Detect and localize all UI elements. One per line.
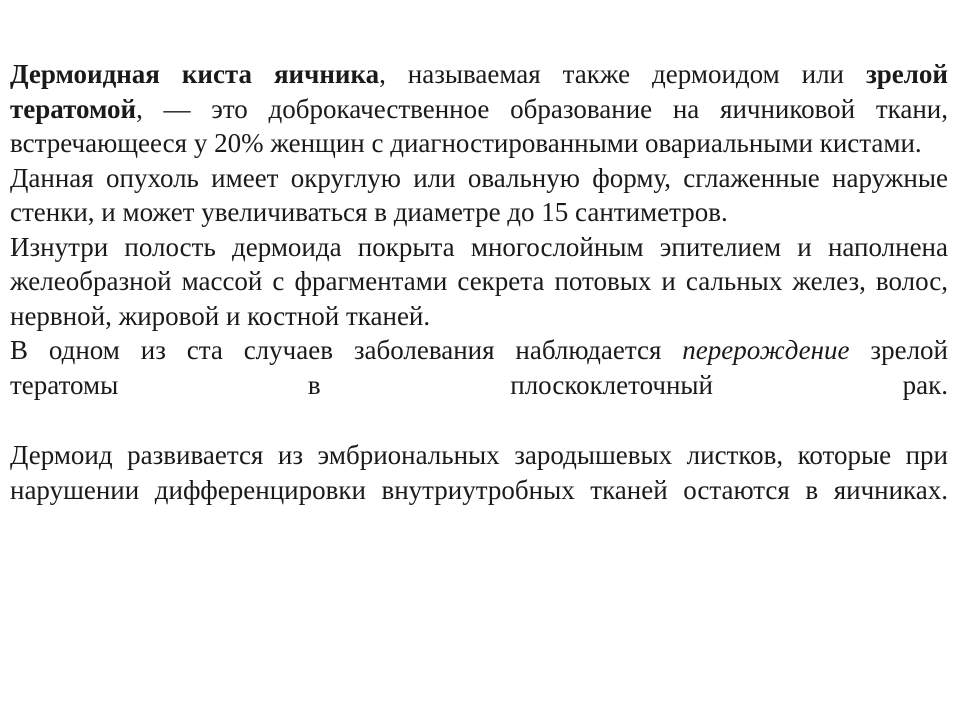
malignancy-text-1: В одном из ста случаев заболевания наблюдается <box>10 335 683 365</box>
term-mature-teratoma: зрелой тератомой <box>10 59 948 124</box>
term-dermoid-cyst: Дермоидная киста яичника <box>10 59 380 89</box>
paragraph-malignancy <box>10 333 948 402</box>
malignancy-text-2: зрелой тератомы в плоскоклеточный рак. <box>10 335 948 400</box>
paragraph-dermoid-origin: Дермоид развивается из эмбриональных зародышевых листков, которые при нарушении дифференцировки внутриутробных тканей остаются в яичниках. <box>10 440 948 505</box>
definition-text-1: , называемая также дермоидом или <box>379 59 866 89</box>
slide-text-body <box>10 57 948 507</box>
paragraph-tumor-shape: Данная опухоль имеет округлую или овальную форму, сглаженные наружные стенки, и может увеличиваться в диаметре до 15 сантиметров. <box>10 162 948 227</box>
definition-text-2: , — это доброкачественное образование на яичниковой ткани, встречающееся у 20% женщин с диагностированными овариальными кистами. <box>10 93 948 158</box>
paragraph-dermoid-contents: Изнутри полость дермоида покрыта многослойным эпителием и наполнена желеобразной массой с фрагментами секрета потовых и сальных желез, волос, нервной, жировой и костной тканей. <box>10 231 948 331</box>
paragraph-dermoid-definition <box>10 57 948 161</box>
term-transformation: перерождение <box>682 335 850 365</box>
